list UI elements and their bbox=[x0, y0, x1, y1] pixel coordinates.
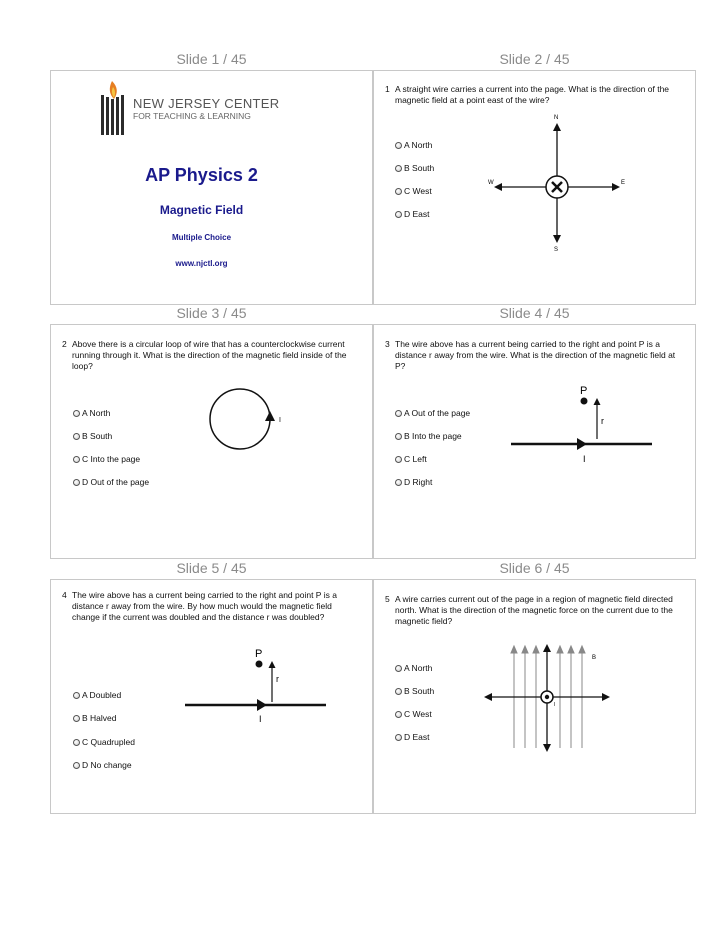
wire-loop bbox=[210, 389, 270, 449]
point-label: P bbox=[255, 648, 263, 660]
option-a[interactable] bbox=[73, 408, 110, 418]
arrow-west-icon bbox=[484, 693, 492, 701]
slide-label-5: Slide 5 / 45 bbox=[176, 560, 247, 576]
question-number: 2 bbox=[62, 339, 67, 349]
radio-icon[interactable] bbox=[395, 165, 402, 172]
distance-label: r bbox=[276, 674, 279, 684]
radio-icon[interactable] bbox=[395, 456, 402, 463]
slide-6-question[interactable] bbox=[373, 579, 696, 814]
subtitle: Magnetic Field bbox=[159, 203, 244, 217]
question-number: 4 bbox=[62, 590, 67, 600]
slide-label-2: Slide 2 / 45 bbox=[499, 51, 570, 67]
option-b[interactable] bbox=[73, 713, 117, 723]
option-label: B Into the page bbox=[404, 431, 462, 441]
option-b[interactable] bbox=[395, 686, 434, 696]
option-label: B South bbox=[82, 431, 113, 441]
current-label: I bbox=[259, 714, 262, 724]
option-label: C West bbox=[404, 186, 432, 196]
radio-icon[interactable] bbox=[73, 433, 80, 440]
logo-line1: NEW JERSEY CENTER bbox=[133, 96, 280, 111]
question-text: A straight wire carries a current into the page. What is the direction of the magnetic field at a point east of the wire? bbox=[395, 84, 670, 105]
logo-line2: FOR TEACHING & LEARNING bbox=[133, 111, 251, 121]
radio-icon[interactable] bbox=[395, 188, 402, 195]
point-label: P bbox=[580, 385, 588, 397]
question-text: A wire carries current out of the page in a region of magnetic field directed north. What is the direction of the magnetic force on the current due to the magnetic field? bbox=[395, 594, 673, 626]
option-c[interactable] bbox=[73, 454, 140, 464]
option-b[interactable] bbox=[73, 431, 112, 441]
compass-label-e: E bbox=[621, 180, 626, 186]
arrow-north-icon bbox=[553, 123, 561, 131]
option-d[interactable] bbox=[73, 477, 149, 487]
option-d[interactable] bbox=[395, 209, 430, 219]
website-link[interactable]: www.njctl.org bbox=[175, 259, 228, 268]
slide-label-4: Slide 4 / 45 bbox=[499, 305, 570, 321]
question-number: 1 bbox=[385, 84, 390, 94]
option-c[interactable] bbox=[395, 186, 432, 196]
compass-label-n: N bbox=[554, 115, 559, 121]
option-label: A Out of the page bbox=[404, 408, 471, 418]
distance-label: r bbox=[601, 416, 604, 426]
radio-icon[interactable] bbox=[395, 142, 402, 149]
radio-icon[interactable] bbox=[73, 762, 80, 769]
option-label: B South bbox=[404, 686, 435, 696]
radio-icon[interactable] bbox=[73, 456, 80, 463]
njctl-logo-icon bbox=[98, 79, 128, 137]
slide-4-question[interactable] bbox=[373, 324, 696, 559]
radio-icon[interactable] bbox=[395, 410, 402, 417]
radio-icon[interactable] bbox=[73, 479, 80, 486]
distance-arrow-head-icon bbox=[269, 661, 276, 668]
radio-icon[interactable] bbox=[73, 410, 80, 417]
option-d[interactable] bbox=[395, 732, 430, 742]
option-label: C Quadrupled bbox=[82, 737, 135, 747]
page-title: AP Physics 2 bbox=[145, 165, 258, 185]
option-label: D No change bbox=[82, 760, 132, 770]
option-d[interactable] bbox=[395, 477, 432, 487]
arrow-north-icon bbox=[543, 644, 551, 652]
option-d[interactable] bbox=[73, 760, 132, 770]
arrow-west-icon bbox=[494, 183, 502, 191]
option-label: D Out of the page bbox=[82, 477, 150, 487]
radio-icon[interactable] bbox=[395, 479, 402, 486]
arrow-south-icon bbox=[543, 744, 551, 752]
question-text: The wire above has a current being carried to the right and point P is a distance r away from the wire. By how much would the magnetic field change if the current was doubled and the distance r was doubled? bbox=[72, 590, 337, 622]
option-label: D East bbox=[404, 209, 430, 219]
option-label: D Right bbox=[404, 477, 433, 487]
wire-point-diagram bbox=[183, 648, 333, 728]
option-b[interactable] bbox=[395, 163, 434, 173]
compass-diagram bbox=[484, 115, 634, 259]
slide-label-3: Slide 3 / 45 bbox=[176, 305, 247, 321]
option-label: A North bbox=[404, 140, 433, 150]
distance-arrow-head-icon bbox=[594, 398, 601, 405]
option-label: A North bbox=[404, 663, 433, 673]
slide-2-question[interactable] bbox=[373, 70, 696, 305]
option-a[interactable] bbox=[395, 408, 470, 418]
option-c[interactable] bbox=[395, 709, 432, 719]
current-arrow-icon bbox=[577, 438, 587, 450]
current-label: I bbox=[279, 417, 281, 424]
slide-1-title[interactable] bbox=[50, 70, 373, 305]
radio-icon[interactable] bbox=[73, 715, 80, 722]
option-label: B South bbox=[404, 163, 435, 173]
option-c[interactable] bbox=[73, 737, 135, 747]
slide-5-question[interactable] bbox=[50, 579, 373, 814]
point-p bbox=[256, 661, 263, 668]
arrow-south-icon bbox=[553, 235, 561, 243]
option-label: C West bbox=[404, 709, 432, 719]
slide-label-1: Slide 1 / 45 bbox=[176, 51, 247, 67]
question-number: 3 bbox=[385, 339, 390, 349]
magnetic-field-diagram bbox=[482, 642, 632, 752]
radio-icon[interactable] bbox=[395, 211, 402, 218]
option-a[interactable] bbox=[395, 663, 432, 673]
option-label: D East bbox=[404, 732, 430, 742]
question-text: The wire above has a current being carried to the right and point P is a distance r away from the wire. What is the direction of the magnetic field at P? bbox=[395, 339, 676, 371]
option-a[interactable] bbox=[395, 140, 432, 150]
radio-icon[interactable] bbox=[395, 688, 402, 695]
radio-icon[interactable] bbox=[395, 711, 402, 718]
arrow-east-icon bbox=[612, 183, 620, 191]
slide-label-6: Slide 6 / 45 bbox=[499, 560, 570, 576]
question-number: 5 bbox=[385, 594, 390, 604]
current-label: I bbox=[554, 702, 556, 708]
current-loop-diagram bbox=[206, 385, 306, 465]
question-text: Above there is a circular loop of wire that has a counterclockwise current running through it. What is the direction of the magnetic field inside of the loop? bbox=[72, 339, 347, 371]
option-label: A Doubled bbox=[82, 690, 122, 700]
point-p bbox=[581, 398, 588, 405]
question-type: Multiple Choice bbox=[171, 233, 232, 242]
option-label: B Halved bbox=[82, 713, 117, 723]
radio-icon[interactable] bbox=[395, 433, 402, 440]
option-label: C Into the page bbox=[82, 454, 141, 464]
option-a[interactable] bbox=[73, 690, 121, 700]
counterclockwise-arrow-icon bbox=[265, 411, 275, 421]
wire-point-diagram bbox=[509, 383, 659, 463]
option-label: A North bbox=[82, 408, 111, 418]
option-label: C Left bbox=[404, 454, 427, 464]
arrow-east-icon bbox=[602, 693, 610, 701]
current-label: I bbox=[583, 454, 586, 464]
current-arrow-icon bbox=[257, 699, 267, 711]
field-label: B bbox=[592, 655, 597, 661]
option-b[interactable] bbox=[395, 431, 462, 441]
radio-icon[interactable] bbox=[395, 734, 402, 741]
radio-icon[interactable] bbox=[73, 739, 80, 746]
option-c[interactable] bbox=[395, 454, 427, 464]
radio-icon[interactable] bbox=[73, 692, 80, 699]
slide-3-question[interactable] bbox=[50, 324, 373, 559]
compass-label-w: W bbox=[488, 180, 494, 186]
compass-label-s: S bbox=[554, 247, 559, 253]
radio-icon[interactable] bbox=[395, 665, 402, 672]
